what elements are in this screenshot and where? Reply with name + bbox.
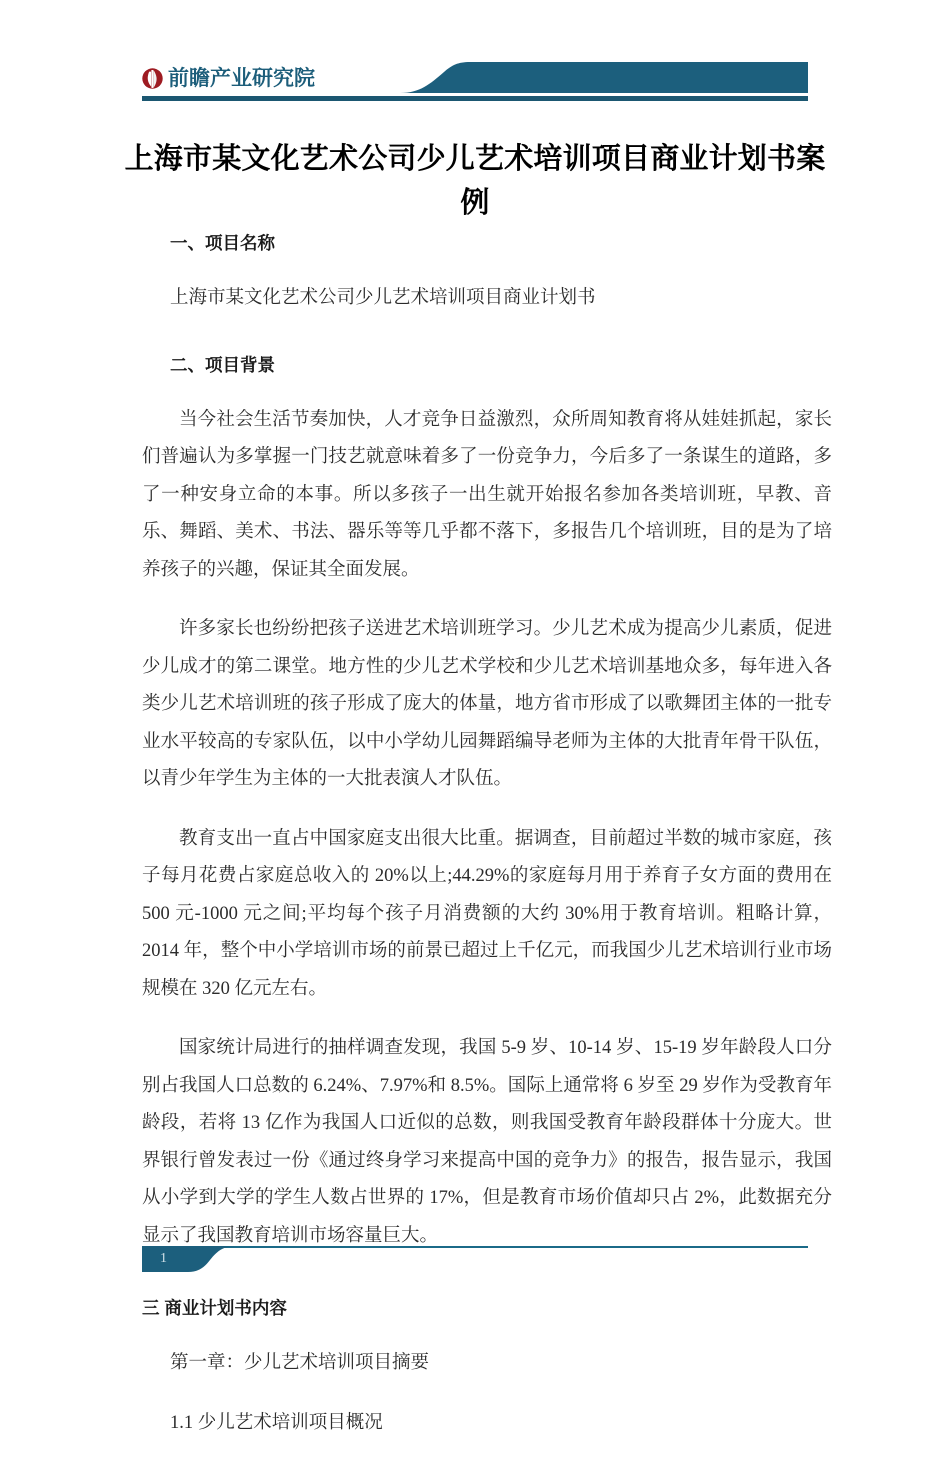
section-heading-3: 三 商业计划书内容 (142, 1298, 287, 1318)
spacer (142, 340, 832, 350)
brand-logo (142, 63, 315, 93)
page-footer (0, 1232, 950, 1292)
page-header (0, 0, 950, 110)
section-heading-2: 二、项目背景 (170, 354, 275, 375)
footer-divider (142, 1246, 808, 1248)
header-banner-shape (340, 62, 808, 93)
page-title: 上海市某文化艺术公司少儿艺术培训项目商业计划书案例 (124, 143, 826, 219)
section-1-body: 上海市某文化艺术公司少儿艺术培训项目商业计划书 (170, 288, 596, 308)
section-2-paragraph-1: 当今社会生活节奏加快，人才竞争日益激烈，众所周知教育将从娃娃抓起，家长们普遍认为多掌握一门技艺就意味着多了一份竞争力，今后多了一条谋生的道路，多了一种安身立命的本事。所以多孩子一出生就开始报名参加各类培训班，早教、音乐、舞蹈、美术、书法、器乐等等几乎都不落下，多报告几个培训班，目的是为了培养孩子的兴趣，保证其全面发展。 (142, 409, 832, 580)
section-3-line-1: 第一章：少儿艺术培训项目摘要 (170, 1353, 430, 1373)
brand-logo-text: 前瞻产业研究院 (168, 66, 315, 90)
section-2-paragraph-2: 许多家长也纷纷把孩子送进艺术培训班学习。少儿艺术成为提高少儿素质，促进少儿成才的第二课堂。地方性的少儿艺术学校和少儿艺术培训基地众多，每年进入各类少儿艺术培训班的孩子形成了庞大的体量，地方省市形成了以歌舞团主体的一批专业水平较高的专家队伍，以中小学幼儿园舞蹈编导老师为主体的大批青年骨干队伍，以青少年学生为主体的一大批表演人才队伍。 (142, 619, 832, 789)
section-heading-1: 一、项目名称 (170, 233, 275, 253)
section-2-paragraph-4: 国家统计局进行的抽样调查发现，我国 5-9 岁、10-14 岁、15-19 岁年龄段人口分别占我国人口总数的 6.24%、7.97%和 8.5%。国际上通常将 6 岁至 29 岁作为受教育年龄段，若将 13 亿作为我国人口近似的总数，则我国受教育年龄段群体十分庞大。世界银行曾发表过一份《通过终身学习来提高中国的竞争力》的报告，报告显示，我国从小学到大学的学生人数占世界的 17%，但是教育市场价值却只占 2%，此数据充分显示了我国教育培训市场容量巨大。 (142, 1038, 833, 1246)
page-number: 1 (160, 1251, 167, 1266)
section-3-line-2: 1.1 少儿艺术培训项目概况 (170, 1412, 383, 1433)
footer-page-tab-shape (142, 1246, 237, 1272)
section-2-paragraph-3: 教育支出一直占中国家庭支出很大比重。据调查，目前超过半数的城市家庭，孩子每月花费占家庭总收入的 20%以上;44.29%的家庭每月用于养育子女方面的费用在 500 元-1000 元之间;平均每个孩子月消费额的大约 30%用于教育培训。粗略计算，2014 年，整个中小学培训市场的前景已超过上千亿元，而我国少儿艺术培训行业市场规模在 320 亿元左右。 (142, 828, 832, 999)
circle-person-icon (142, 67, 163, 90)
header-divider (142, 96, 808, 101)
